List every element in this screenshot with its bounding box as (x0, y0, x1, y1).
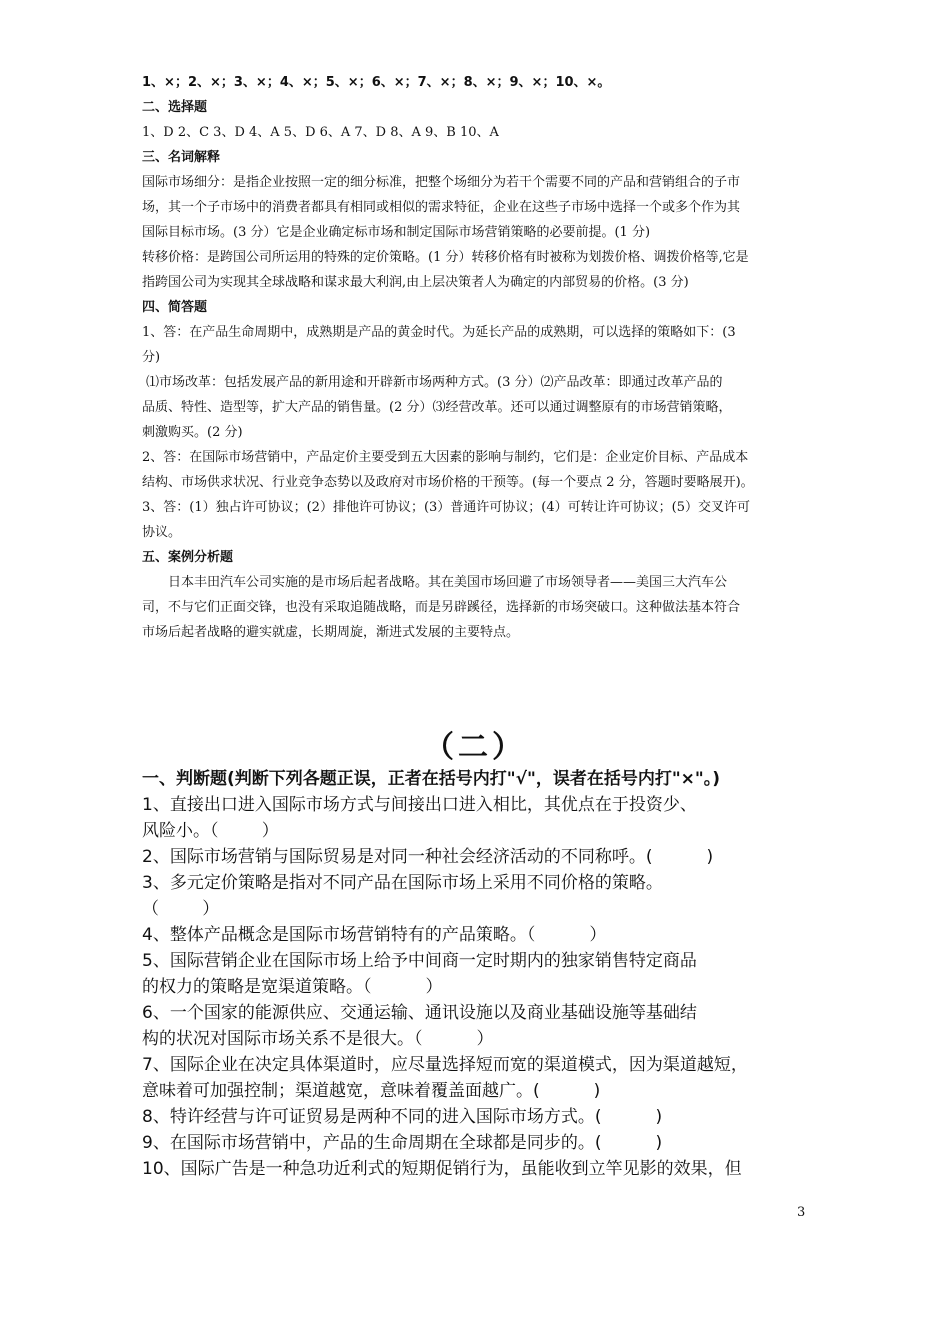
question-line: 9、在国际市场营销中，产品的生命周期在全球都是同步的。( ) (142, 1133, 663, 1153)
question-line: 8、特许经营与许可证贸易是两种不同的进入国际市场方式。( ) (142, 1107, 663, 1127)
case-line: 司，不与它们正面交锋，也没有采取追随战略，而是另辟蹊径，选择新的市场突破口。这种做法基本符合 (142, 600, 741, 615)
question-list (142, 766, 832, 1182)
answer-key (142, 70, 822, 645)
question-line: 意味着可加强控制；渠道越宽，意味着覆盖面越广。( ) (142, 1081, 601, 1101)
question-line: 3、多元定价策略是指对不同产品在国际市场上采用不同价格的策略。 (142, 873, 663, 893)
choice-heading: 二、选择题 (142, 100, 208, 115)
case-line: 市场后起者战略的避实就虚，长期周旋，渐进式发展的主要特点。 (142, 625, 520, 640)
terms-line: 指跨国公司为实现其全球战略和谋求最大利润,由上层决策者人为确定的内部贸易的价格。(3 分) (142, 275, 689, 290)
question-line: （ ） (142, 899, 220, 919)
short-line: 分) (142, 350, 161, 365)
short-line: ⑴市场改革：包括发展产品的新用途和开辟新市场两种方式。(3 分）⑵产品改革：即通过改革产品的 (146, 375, 723, 390)
question-line: 2、国际市场营销与国际贸易是对同一种社会经济活动的不同称呼。( ) (142, 847, 714, 867)
question-line: 4、整体产品概念是国际市场营销特有的产品策略。（ ） (142, 925, 607, 945)
section-title: （二） (424, 730, 526, 765)
question-line: 风险小。（ ） (142, 821, 279, 841)
question-line: 的权力的策略是宽渠道策略。（ ） (142, 977, 443, 997)
question-heading: 一、判断题(判断下列各题正误，正者在括号内打"√"，误者在括号内打"×"。) (142, 769, 721, 789)
short-line: 品质、特性、造型等，扩大产品的销售量。(2 分）⑶经营改革。还可以通过调整原有的市场营销策略， (142, 400, 732, 415)
short-line: 3、答：(1）独占许可协议；(2）排他许可协议；(3）普通许可协议；(4）可转让许可协议；(5）交叉许可 (142, 500, 750, 515)
choice-answers: 1、D 2、C 3、D 4、A 5、D 6、A 7、D 8、A 9、B 10、A (142, 125, 499, 140)
terms-line: 场，其一个子市场中的消费者都具有相同或相似的需求特征，企业在这些子市场中选择一个或多个作为其 (142, 200, 741, 215)
judge-answers: 1、×；2、×；3、×；4、×；5、×；6、×；7、×；8、×；9、×；10、×。 (142, 75, 611, 90)
question-line: 10、国际广告是一种急功近利式的短期促销行为，虽能收到立竿见影的效果，但 (142, 1159, 742, 1179)
short-heading: 四、简答题 (142, 300, 208, 315)
terms-line: 转移价格：是跨国公司所运用的特殊的定价策略。(1 分）转移价格有时被称为划拨价格、调拨价格等,它是 (142, 250, 749, 265)
short-line: 结构、市场供求状况、行业竞争态势以及政府对市场价格的干预等。(每一个要点 2 分，答题时要略展开)。 (142, 475, 754, 490)
short-line: 协议。 (142, 525, 182, 540)
question-line: 5、国际营销企业在国际市场上给予中间商一定时期内的独家销售特定商品 (142, 951, 697, 971)
question-line: 1、直接出口进入国际市场方式与间接出口进入相比，其优点在于投资少、 (142, 795, 697, 815)
case-heading: 五、案例分析题 (142, 550, 234, 565)
question-line: 构的状况对国际市场关系不是很大。（ ） (142, 1029, 494, 1049)
terms-line: 国际目标市场。(3 分）它是企业确定标市场和制定国际市场营销策略的必要前提。(1 分) (142, 225, 651, 240)
short-line: 刺激购买。(2 分) (142, 425, 243, 440)
case-line: 日本丰田汽车公司实施的是市场后起者战略。其在美国市场回避了市场领导者——美国三大汽车公 (168, 575, 728, 590)
question-line: 6、一个国家的能源供应、交通运输、通讯设施以及商业基础设施等基础结 (142, 1003, 697, 1023)
short-line: 1、答：在产品生命周期中，成熟期是产品的黄金时代。为延长产品的成熟期，可以选择的策略如下：(3 (142, 325, 736, 340)
terms-heading: 三、名词解释 (142, 150, 221, 165)
page-number: 3 (797, 1205, 806, 1220)
short-line: 2、答：在国际市场营销中，产品定价主要受到五大因素的影响与制约，它们是：企业定价目标、产品成本 (142, 450, 749, 465)
question-line: 7、国际企业在决定具体渠道时，应尽量选择短而宽的渠道模式，因为渠道越短， (142, 1055, 748, 1075)
terms-line: 国际市场细分：是指企业按照一定的细分标准，把整个场细分为若干个需要不同的产品和营销组合的子市 (142, 175, 741, 190)
